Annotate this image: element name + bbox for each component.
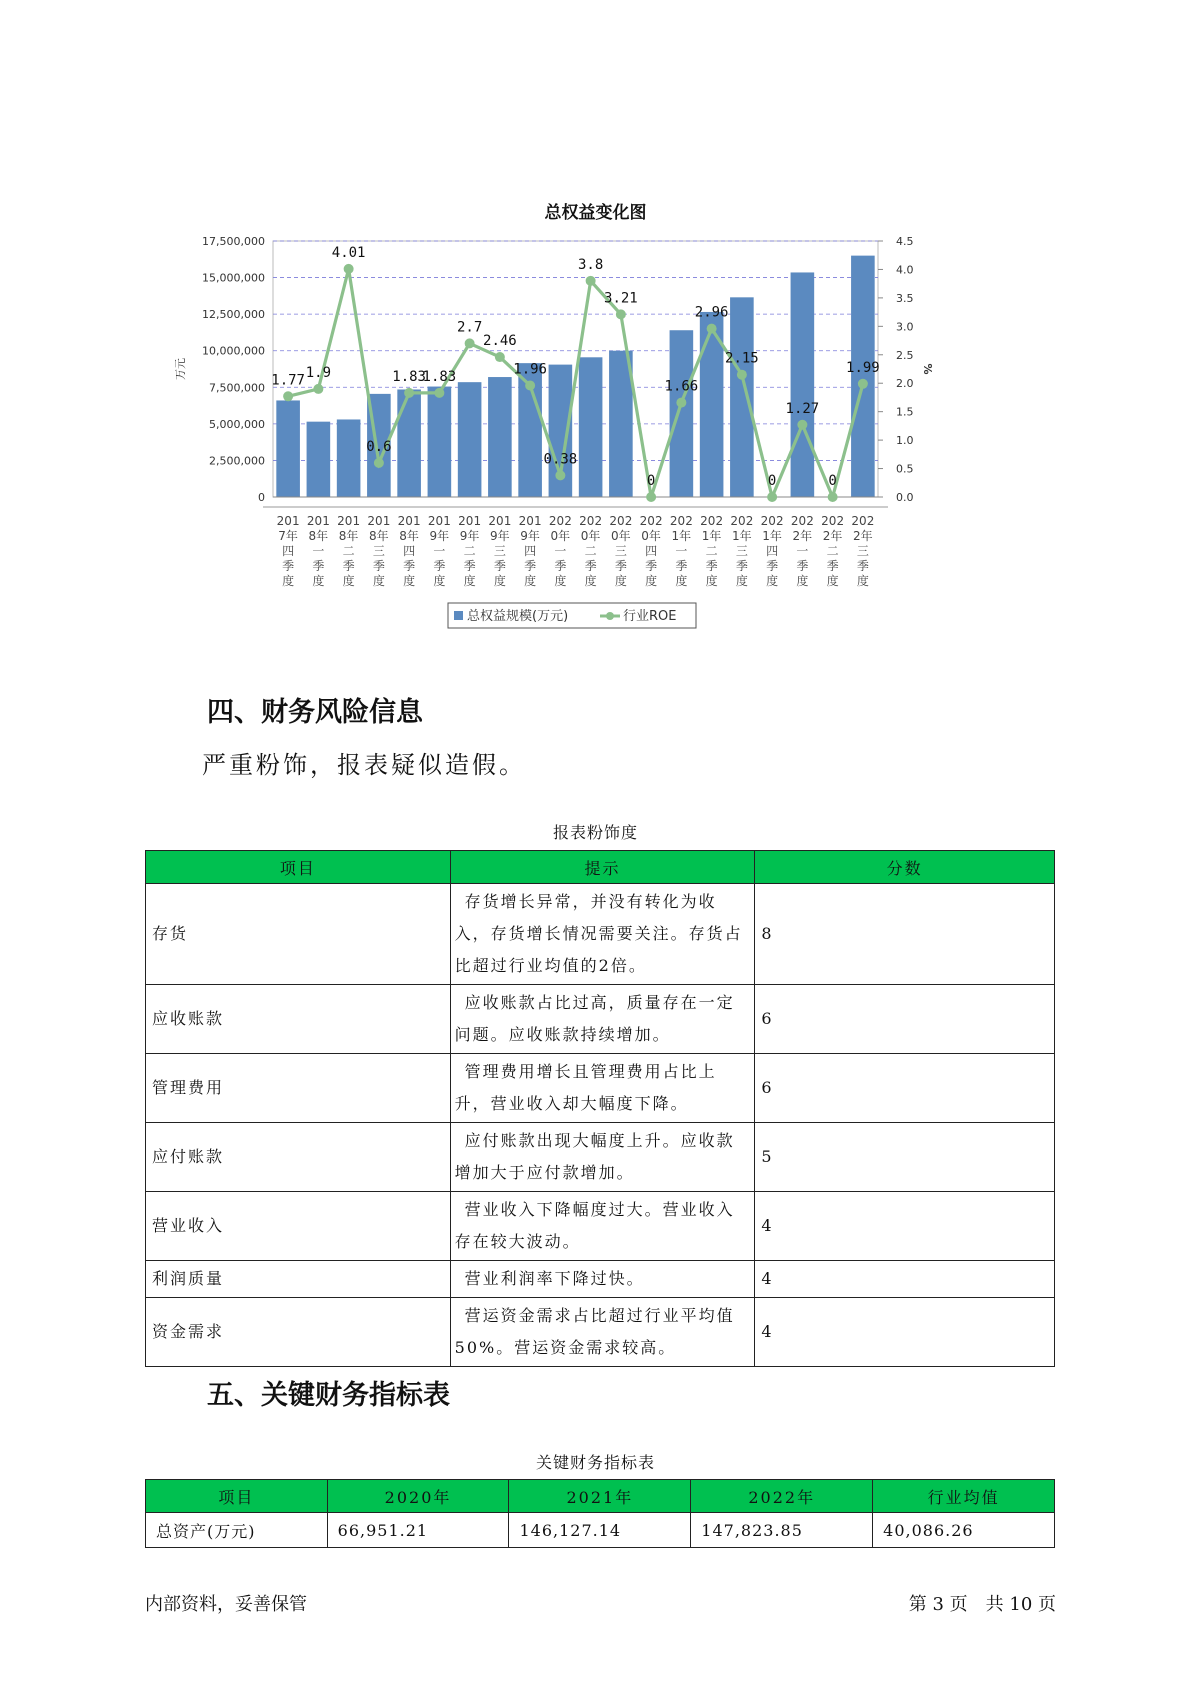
- x-category-label-line: 度: [372, 574, 385, 588]
- x-category-label-line: 四: [645, 544, 658, 558]
- x-category-label-line: 8年: [338, 529, 359, 543]
- x-category-label-line: 8年: [369, 529, 389, 543]
- roe-data-label: 0.6: [366, 438, 392, 455]
- key-table-header: [146, 1480, 1055, 1513]
- roe-data-label: 3.21: [604, 290, 638, 307]
- key-indicator-table: [145, 1479, 1055, 1548]
- legend-line-label: 行业ROE: [623, 609, 677, 624]
- equity-bar: [579, 357, 603, 497]
- equity-bar: [851, 256, 875, 497]
- x-category-label-line: 9年: [490, 529, 510, 543]
- roe-point: [495, 352, 505, 362]
- x-category-label-line: 二: [463, 544, 476, 558]
- x-category-label-line: 1年: [671, 529, 692, 543]
- x-category-label-line: 度: [463, 574, 476, 588]
- roe-data-label: 2.15: [725, 350, 759, 367]
- table-row: [146, 1192, 1055, 1261]
- table-row: [146, 884, 1055, 985]
- x-category-label-line: 201: [458, 514, 482, 528]
- x-category-label-line: 季: [705, 559, 718, 573]
- roe-data-label: 2.46: [483, 333, 517, 350]
- roe-point: [828, 492, 838, 502]
- x-category-label-line: 四: [403, 544, 416, 558]
- x-category-label-line: 季: [342, 559, 355, 573]
- footer-note: 内部资料，妥善保管: [145, 1594, 307, 1615]
- x-category-label-line: 1年: [762, 529, 782, 543]
- x-category-label-line: 三: [614, 544, 627, 558]
- x-category-label-line: 季: [524, 559, 537, 573]
- x-category-label: [609, 514, 632, 588]
- table-row: [146, 1513, 1055, 1548]
- x-category-label-line: 四: [524, 544, 537, 558]
- x-category-label-line: 0年: [580, 529, 601, 543]
- x-category-label: [730, 514, 753, 588]
- roe-point: [737, 370, 747, 380]
- roe-point: [767, 492, 777, 502]
- x-category-label-line: 三: [856, 544, 869, 558]
- chart-legend: [448, 603, 696, 628]
- x-category-label-line: 三: [735, 544, 748, 558]
- roe-point: [465, 338, 475, 348]
- row-score: 4: [755, 1261, 1055, 1298]
- y-tick-label: 5,000,000: [209, 417, 265, 431]
- y2-tick-label: 2.0: [896, 377, 914, 391]
- x-category-label-line: 度: [735, 574, 748, 588]
- x-category-label-line: 202: [851, 514, 875, 528]
- x-category-label-line: 度: [766, 574, 779, 588]
- x-category-label-line: 201: [306, 514, 330, 528]
- row-item: 应收账款: [146, 985, 451, 1054]
- row-industry-avg: 40,086.26: [873, 1513, 1055, 1548]
- x-category-label-line: 0年: [611, 529, 631, 543]
- equity-bar: [337, 419, 361, 497]
- x-category-label-line: 201: [518, 514, 542, 528]
- x-category-label-line: 202: [730, 514, 754, 528]
- x-category-label-line: 季: [282, 559, 295, 573]
- x-category-label-line: 202: [548, 514, 572, 528]
- roe-point: [707, 324, 717, 334]
- row-item: 总资产(万元): [146, 1513, 328, 1548]
- x-category-label-line: 季: [856, 559, 869, 573]
- y2-tick-label: 3.5: [896, 291, 914, 305]
- x-category-label-line: 202: [639, 514, 663, 528]
- x-category-label-line: 度: [614, 574, 627, 588]
- row-score: 8: [755, 884, 1055, 985]
- roe-point: [646, 492, 656, 502]
- roe-data-label: 1.83: [422, 368, 457, 385]
- x-category-label: [761, 514, 784, 588]
- x-category-label: [700, 514, 723, 588]
- row-hint: 营业收入下降幅度过大。营业收入存在较大波动。: [450, 1192, 755, 1261]
- section4-heading: 四、财务风险信息: [207, 697, 423, 728]
- x-category-label-line: 三: [372, 544, 385, 558]
- x-category-label-line: 度: [705, 574, 718, 588]
- roe-data-label: 0: [767, 473, 777, 489]
- x-category-label: [277, 514, 300, 588]
- x-category-label-line: 202: [790, 514, 814, 528]
- y2-tick-label: 0.5: [896, 462, 914, 476]
- x-category-label-line: 季: [826, 559, 839, 573]
- x-category-label-line: 202: [821, 514, 845, 528]
- roe-data-label: 2.96: [694, 304, 729, 321]
- x-category-label-line: 2年: [792, 529, 813, 543]
- roe-point: [283, 391, 293, 401]
- equity-bar: [428, 387, 452, 497]
- x-category-label-line: 度: [554, 574, 567, 588]
- equity-bar: [730, 297, 754, 497]
- x-category-label: [398, 514, 421, 588]
- risk-table-caption: 报表粉饰度: [552, 823, 638, 842]
- equity-bar: [488, 377, 512, 497]
- x-category-label-line: 一: [433, 544, 446, 558]
- roe-point: [313, 384, 323, 394]
- x-category-label-line: 0年: [641, 529, 661, 543]
- roe-data-label: 1.83: [392, 368, 426, 385]
- header-item: 项目: [146, 1480, 328, 1513]
- row-hint: 应收账款占比过高，质量存在一定问题。应收账款持续增加。: [450, 985, 755, 1054]
- x-category-label-line: 201: [276, 514, 300, 528]
- x-category-label: [821, 514, 844, 588]
- roe-data-label: 1.99: [846, 359, 880, 376]
- roe-point: [586, 276, 596, 286]
- roe-point: [676, 398, 686, 408]
- row-item: 应付账款: [146, 1123, 451, 1192]
- y-tick-label: 0: [258, 491, 265, 504]
- legend-line-marker: [606, 612, 614, 620]
- x-category-label-line: 一: [554, 544, 567, 558]
- x-category-label-line: 二: [705, 544, 718, 558]
- roe-point: [797, 420, 807, 430]
- header-industry-avg: 行业均值: [873, 1480, 1055, 1513]
- x-category-label-line: 度: [826, 574, 839, 588]
- table-row: [146, 1298, 1055, 1367]
- equity-bar: [670, 330, 694, 497]
- x-category-label-line: 季: [463, 559, 476, 573]
- x-category-label-line: 二: [342, 544, 355, 558]
- x-category-label-line: 度: [342, 574, 355, 588]
- roe-data-label: 2.7: [456, 319, 483, 336]
- row-hint: 存货增长异常，并没有转化为收入，存货增长情况需要关注。存货占比超过行业均值的2倍。: [450, 884, 755, 985]
- x-category-label: [851, 514, 874, 588]
- x-category-label-line: 四: [766, 544, 779, 558]
- x-category-label: [337, 514, 360, 588]
- x-category-label: [549, 514, 572, 588]
- roe-point: [434, 388, 444, 398]
- x-category-label-line: 度: [312, 574, 325, 588]
- risk-summary: 严重粉饰，报表疑似造假。: [202, 751, 526, 779]
- x-category-label-line: 度: [584, 574, 597, 588]
- x-category-label-line: 季: [493, 559, 506, 573]
- row-item: 营业收入: [146, 1192, 451, 1261]
- x-category-label: [519, 514, 542, 588]
- x-category-label-line: 季: [584, 559, 597, 573]
- roe-data-label: 4.01: [331, 244, 366, 261]
- section5-heading: 五、关键财务指标表: [207, 1380, 450, 1411]
- row-score: 4: [755, 1192, 1055, 1261]
- x-category-label-line: 度: [493, 574, 506, 588]
- x-category-label-line: 季: [614, 559, 627, 573]
- row-item: 管理费用: [146, 1054, 451, 1123]
- x-category-label-line: 四: [282, 544, 295, 558]
- y-tick-label: 17,500,000: [202, 235, 265, 248]
- row-hint: 营业利润率下降过快。: [450, 1261, 755, 1298]
- x-category-label-line: 202: [609, 514, 633, 528]
- y2-axis-label: %: [921, 363, 934, 375]
- y2-tick-label: 1.5: [896, 405, 914, 419]
- x-category-label-line: 201: [337, 514, 361, 528]
- y-axis-label: 万元: [174, 358, 187, 380]
- roe-data-label: 0.38: [543, 451, 578, 468]
- y2-tick-label: 4.5: [896, 235, 914, 248]
- header-2021: 2021年: [509, 1480, 691, 1513]
- x-category-label-line: 201: [488, 514, 512, 528]
- table-row: [146, 985, 1055, 1054]
- legend-bar-swatch: [454, 611, 463, 620]
- x-category-label: [307, 514, 330, 588]
- row-item: 存货: [146, 884, 451, 985]
- x-category-label-line: 季: [645, 559, 658, 573]
- y-tick-label: 10,000,000: [202, 344, 265, 358]
- x-category-label-line: 季: [312, 559, 325, 573]
- header-2020: 2020年: [327, 1480, 509, 1513]
- row-2020: 66,951.21: [327, 1513, 509, 1548]
- y2-tick-label: 3.0: [896, 320, 914, 334]
- equity-bar: [276, 400, 300, 497]
- table-row: [146, 1261, 1055, 1298]
- x-category-label: [428, 514, 451, 588]
- row-2022: 147,823.85: [691, 1513, 873, 1548]
- header-hint: 提示: [450, 851, 755, 884]
- roe-data-label: 0: [828, 473, 837, 489]
- x-category-label-line: 201: [397, 514, 421, 528]
- x-category-label: [367, 514, 390, 588]
- x-category-label-line: 度: [403, 574, 416, 588]
- table-row: [146, 1054, 1055, 1123]
- roe-data-label: 0: [646, 473, 656, 489]
- y-tick-label: 15,000,000: [202, 271, 265, 285]
- x-category-label-line: 7年: [278, 529, 298, 543]
- x-category-label-line: 9年: [459, 529, 480, 543]
- row-score: 6: [755, 985, 1055, 1054]
- roe-data-label: 1.96: [513, 361, 547, 378]
- y-tick-label: 2,500,000: [209, 454, 265, 468]
- equity-change-chart: [170, 228, 1030, 648]
- x-category-label-line: 度: [524, 574, 537, 588]
- equity-bar: [307, 422, 331, 497]
- row-item: 资金需求: [146, 1298, 451, 1367]
- x-category-label-line: 2年: [853, 529, 873, 543]
- y2-tick-label: 2.5: [896, 348, 914, 362]
- chart-title: 总权益变化图: [544, 203, 647, 223]
- x-category-label-line: 一: [796, 544, 809, 558]
- x-category-label-line: 9年: [520, 529, 540, 543]
- roe-data-label: 1.66: [664, 378, 699, 395]
- roe-data-label: 1.9: [305, 364, 332, 381]
- roe-data-label: 3.8: [577, 256, 604, 273]
- roe-data-label: 1.77: [271, 372, 305, 389]
- roe-point: [525, 380, 535, 390]
- x-category-label: [640, 514, 663, 588]
- header-2022: 2022年: [691, 1480, 873, 1513]
- x-category-label-line: 季: [766, 559, 779, 573]
- x-category-label-line: 201: [427, 514, 451, 528]
- x-category-label-line: 季: [735, 559, 748, 573]
- row-score: 5: [755, 1123, 1055, 1192]
- legend-bar-label: 总权益规模(万元): [467, 609, 569, 624]
- x-category-label-line: 度: [433, 574, 446, 588]
- roe-point: [344, 264, 354, 274]
- y2-tick-label: 4.0: [896, 263, 914, 277]
- x-category-label-line: 季: [372, 559, 385, 573]
- roe-point: [404, 388, 414, 398]
- x-category-label: [488, 514, 511, 588]
- x-category-label-line: 1年: [732, 529, 752, 543]
- row-hint: 营运资金需求占比超过行业平均值50%。营运资金需求较高。: [450, 1298, 755, 1367]
- risk-table-header: [146, 851, 1055, 884]
- x-category-label: [670, 514, 693, 588]
- x-category-label-line: 1年: [701, 529, 722, 543]
- x-category-label-line: 二: [584, 544, 597, 558]
- x-category-label-line: 季: [554, 559, 567, 573]
- row-hint: 管理费用增长且管理费用占比上升，营业收入却大幅度下降。: [450, 1054, 755, 1123]
- equity-bar: [397, 389, 421, 497]
- roe-point: [616, 309, 626, 319]
- header-item: 项目: [146, 851, 451, 884]
- x-category-label-line: 季: [403, 559, 416, 573]
- x-category-label-line: 0年: [550, 529, 571, 543]
- x-category-label: [579, 514, 602, 588]
- x-category-label-line: 8年: [399, 529, 419, 543]
- x-category-label-line: 季: [796, 559, 809, 573]
- row-2021: 146,127.14: [509, 1513, 691, 1548]
- x-category-label-line: 202: [579, 514, 603, 528]
- x-category-label-line: 三: [493, 544, 506, 558]
- x-category-label-line: 8年: [308, 529, 329, 543]
- x-category-label-line: 一: [312, 544, 325, 558]
- row-score: 4: [755, 1298, 1055, 1367]
- x-category-label-line: 202: [760, 514, 784, 528]
- page-number: 第 3 页 共 10 页: [908, 1594, 1056, 1615]
- key-table-caption: 关键财务指标表: [535, 1453, 655, 1472]
- x-category-label-line: 度: [282, 574, 295, 588]
- roe-point: [374, 458, 384, 468]
- x-category-label-line: 202: [669, 514, 693, 528]
- x-category-label-line: 2年: [822, 529, 843, 543]
- roe-point: [555, 470, 565, 480]
- x-category-label-line: 二: [826, 544, 839, 558]
- y2-tick-label: 0.0: [896, 491, 914, 504]
- x-category-label-line: 一: [675, 544, 688, 558]
- x-category-label-line: 度: [645, 574, 658, 588]
- y-tick-label: 7,500,000: [209, 381, 265, 395]
- x-category-label-line: 度: [675, 574, 688, 588]
- y2-tick-label: 1.0: [896, 434, 914, 448]
- table-row: [146, 1123, 1055, 1192]
- x-category-label-line: 度: [856, 574, 869, 588]
- x-category-label-line: 季: [433, 559, 446, 573]
- x-category-label: [791, 514, 814, 588]
- equity-bar: [458, 382, 482, 497]
- roe-point: [858, 379, 868, 389]
- row-item: 利润质量: [146, 1261, 451, 1298]
- roe-data-label: 1.27: [785, 400, 820, 417]
- x-category-label-line: 度: [796, 574, 809, 588]
- chart-x-categories: [277, 514, 875, 588]
- x-category-label: [458, 514, 481, 588]
- equity-bar: [791, 272, 815, 497]
- x-category-label-line: 201: [367, 514, 391, 528]
- risk-table: [145, 850, 1055, 1367]
- x-category-label-line: 202: [700, 514, 724, 528]
- row-score: 6: [755, 1054, 1055, 1123]
- row-hint: 应付账款出现大幅度上升。应收款增加大于应付款增加。: [450, 1123, 755, 1192]
- header-score: 分数: [755, 851, 1055, 884]
- x-category-label-line: 9年: [429, 529, 450, 543]
- y-tick-label: 12,500,000: [202, 308, 265, 322]
- x-category-label-line: 季: [675, 559, 688, 573]
